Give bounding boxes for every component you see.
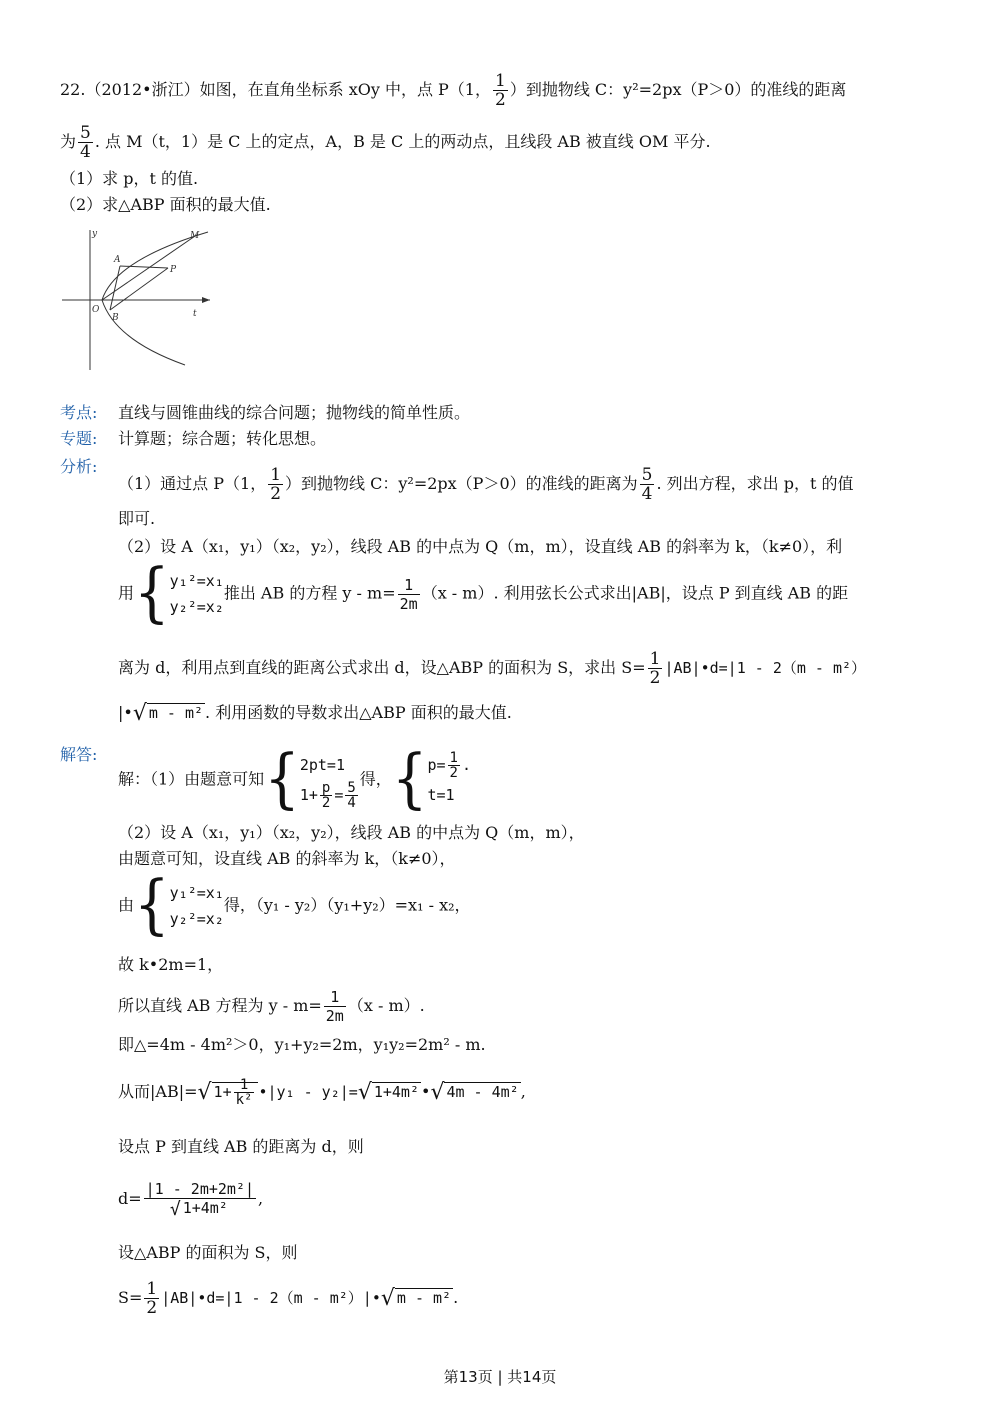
fenxi-line-5: 离为 d，利用点到直线的距离公式求出 d，设△ABP 的面积为 S，求出 S= $\frac{1}{2}$ |AB|•d=|1 - 2（m - m²） xyxy=(118,649,867,688)
kaodian-row xyxy=(60,402,471,424)
kaodian-text: 直线与圆锥曲线的综合问题；抛物线的简单性质。 xyxy=(118,403,471,422)
label-b: B xyxy=(112,313,119,323)
fraction: $\frac{1}{2}$ xyxy=(495,71,506,110)
zhuanti-row xyxy=(60,428,327,450)
distance-fraction: $\frac{\text{|1 - 2m+2m²|}}{\text{√ 1+4m²}}$ xyxy=(145,1180,255,1220)
solution-system: p= $\frac{1}{2}$ . t=1 xyxy=(427,750,471,804)
jieda-line-11: 设△ABP 的面积为 S，则 xyxy=(118,1243,298,1262)
zhuanti-text: 计算题；综合题；转化思想。 xyxy=(118,429,327,448)
fenxi-line-3: （2）设 A（x₁，y₁）（x₂，y₂），线段 AB 的中点为 Q（m，m），设直线 AB 的斜率为 k，（k≠0），利 xyxy=(118,537,843,556)
jieda-line-10: d= $\frac{\text{|1 - 2m+2m²|}}{\text{√ 1+4m²}}$ , xyxy=(118,1180,264,1220)
label-o: O xyxy=(92,305,100,315)
jieda-line-1: 解：（1）由题意可知{ 2pt=1 1+ $\frac{p}{2}$ = $\frac{5}{4}$ 得，{ p= $\frac{1}{2}$ . t=1 xyxy=(118,742,471,817)
label-p: P xyxy=(170,265,177,275)
fraction: $\frac{1}{2}$ xyxy=(270,465,282,504)
fraction: $\frac{5}{4}$ xyxy=(80,123,91,162)
jieda-line-7: 即△=4m - 4m²＞0，y₁+y₂=2m，y₁y₂=2m² - m. xyxy=(118,1035,486,1054)
label-t: t xyxy=(193,309,197,319)
parabola-figure xyxy=(60,228,220,378)
equation-system: y₁²=x₁ y₂²=x₂ xyxy=(169,884,224,928)
fraction: $\frac{1}{2m}$ xyxy=(325,988,344,1025)
equation-system: y₁²=x₁ y₂²=x₂ xyxy=(169,572,224,616)
page-footer: 第13页 | 共14页 xyxy=(443,1368,557,1386)
label-m: M xyxy=(190,231,200,241)
x-axis-arrow xyxy=(202,297,210,303)
equation-system: 2pt=1 1+ $\frac{p}{2}$ = $\frac{5}{4}$ xyxy=(299,756,356,811)
jieda-line-9: 设点 P 到直线 AB 的距离为 d，则 xyxy=(118,1137,364,1156)
label-y: y xyxy=(92,229,98,239)
jieda-line-8: 从而|AB|=√ 1+ $\frac{1}{\text{k²}}$ •|y₁ - y₂|=√ 1+4m² •√ 4m - 4m² , xyxy=(118,1077,526,1108)
jieda-line-12: S= $\frac{1}{2}$ |AB|•d=|1 - 2（m - m²）|•√ m - m² . xyxy=(118,1279,459,1318)
label-a: A xyxy=(114,255,121,265)
fenxi-line-6: |•√ m - m² . 利用函数的导数求出△ABP 面积的最大值. xyxy=(118,701,512,726)
fenxi-line-2: 即可. xyxy=(118,509,156,528)
jieda-line-6: 所以直线 AB 方程为 y - m= $\frac{1}{2m}$ （x - m）. xyxy=(118,988,425,1025)
fenxi-label: 分析: xyxy=(60,457,98,476)
jieda-label: 解答: xyxy=(60,745,98,764)
fraction: $\frac{1}{2}$ xyxy=(649,649,661,688)
segment-ap xyxy=(120,266,168,268)
jieda-line-4: 由{ y₁²=x₁ y₂²=x₂ 得，（y₁ - y₂）（y₁+y₂）=x₁ - x₂， xyxy=(118,868,471,943)
fraction: $\frac{1}{2m}$ xyxy=(399,575,418,613)
parabola-curve xyxy=(102,232,208,365)
kaodian-label: 考点: xyxy=(60,403,98,422)
zhuanti-label: 专题: xyxy=(60,429,98,448)
problem-line-1: 22.（2012•浙江）如图，在直角坐标系 xOy 中，点 P（1， $\frac{1}{2}$ ）到抛物线 C：y²=2px（P＞0）的准线的距离 xyxy=(60,71,847,110)
problem-line-2: 为 $\frac{5}{4}$ . 点 M（t，1）是 C 上的定点，A，B 是 C 上的两动点，且线段 AB 被直线 OM 平分. xyxy=(60,123,711,162)
question-1: （1）求 p，t 的值. xyxy=(60,169,199,188)
question-2: （2）求△ABP 面积的最大值. xyxy=(60,195,271,214)
fraction: $\frac{5}{4}$ xyxy=(641,465,653,504)
fenxi-line-4: 用{ y₁²=x₁ y₂²=x₂ 推出 AB 的方程 y - m= $\frac{1}{2m}$ （x - m）. 利用弦长公式求出|AB|，设点 P 到直线 AB 的距 xyxy=(118,556,849,631)
fraction: $\frac{1}{2}$ xyxy=(146,1279,158,1318)
fenxi-line-1: （1）通过点 P（1， $\frac{1}{2}$ ）到抛物线 C：y²=2px（P＞0）的准线的距离为 $\frac{5}{4}$ . 列出方程，求出 p，t 的值 xyxy=(118,465,854,504)
jieda-line-2: （2）设 A（x₁，y₁）（x₂，y₂），线段 AB 的中点为 Q（m，m）， xyxy=(118,823,585,842)
jieda-line-5: 故 k•2m=1， xyxy=(118,955,224,974)
jieda-line-3: 由题意可知，设直线 AB 的斜率为 k，（k≠0）， xyxy=(118,849,456,868)
